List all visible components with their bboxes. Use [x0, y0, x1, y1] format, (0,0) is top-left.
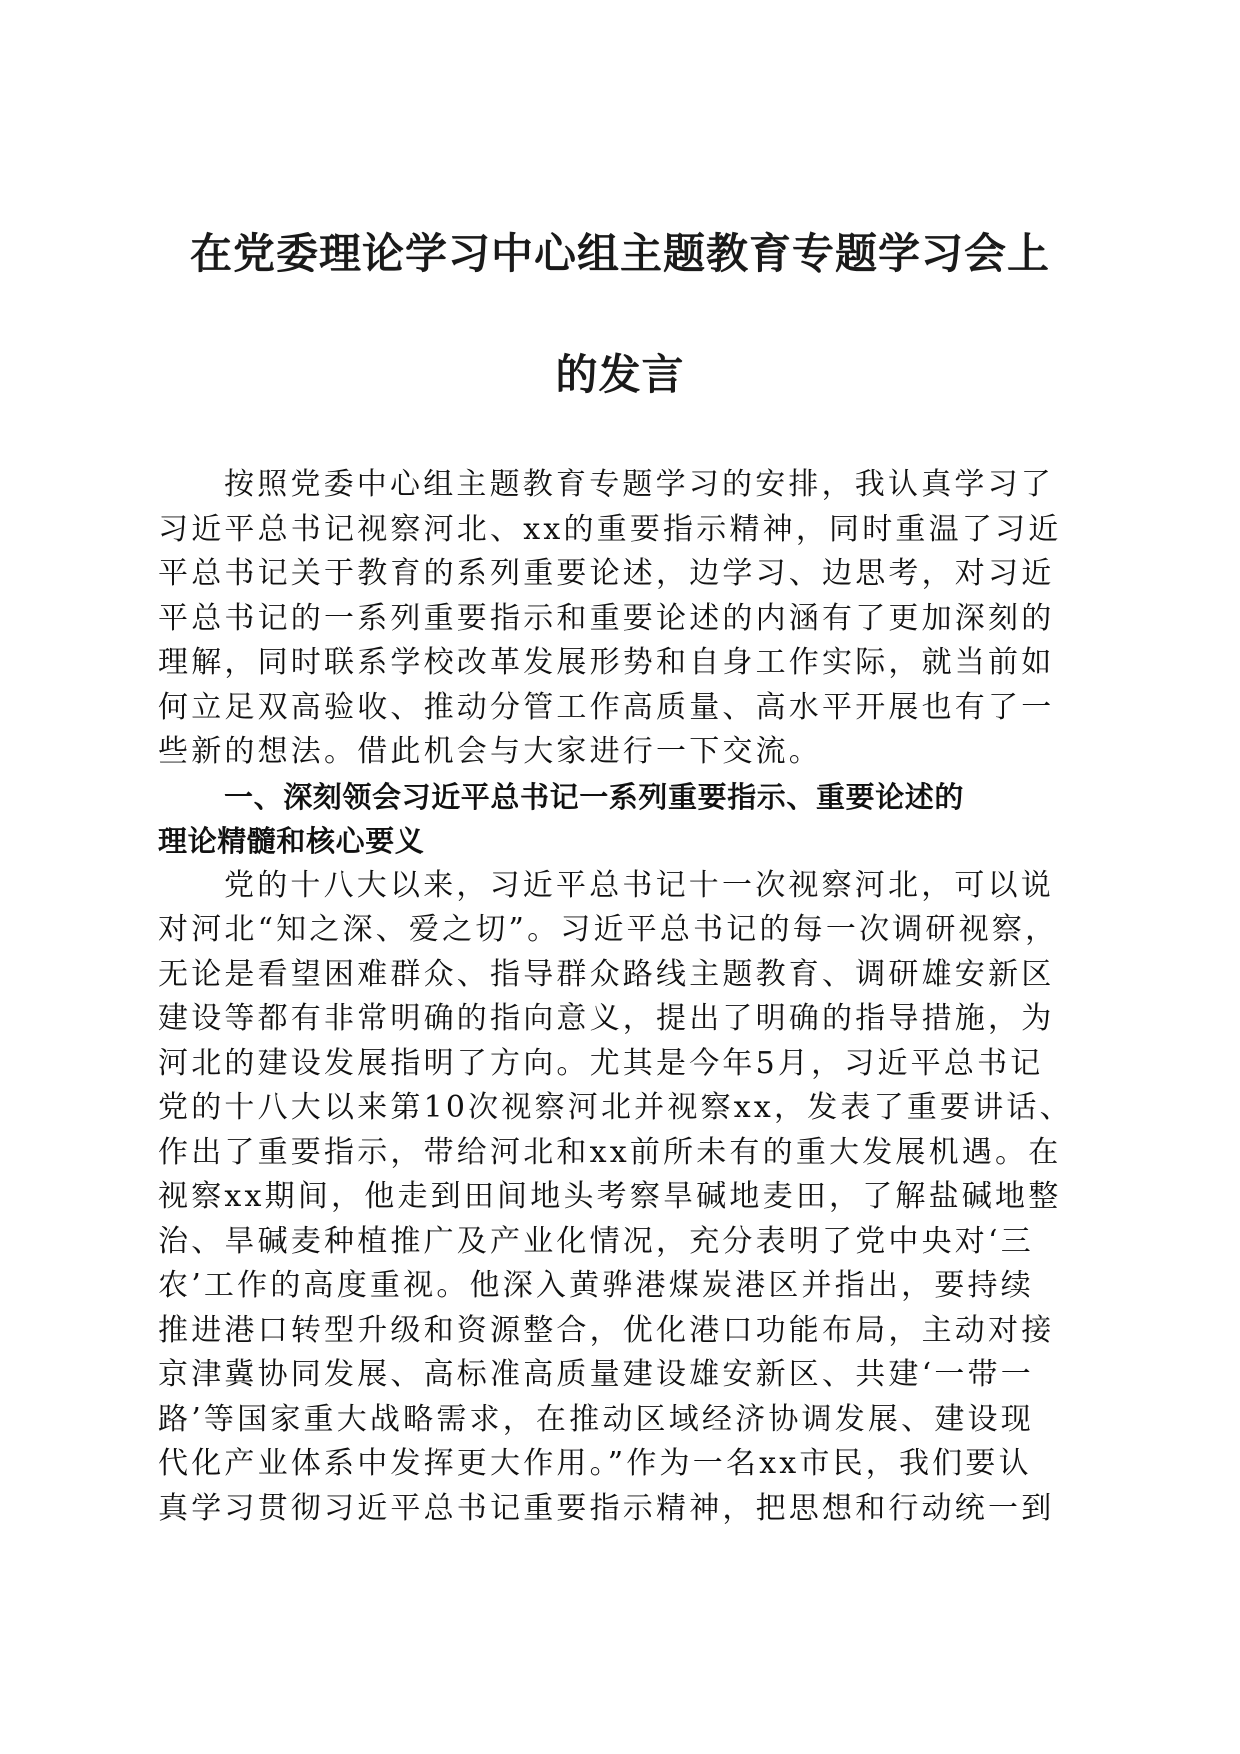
paragraph-2-line: 建设等都有非常明确的指向意义，提出了明确的指导措施，为 — [158, 1001, 1055, 1036]
paragraph-2-line: 河北的建设发展指明了方向。尤其是今年5月，习近平总书记 — [158, 1045, 1044, 1081]
paragraph-2-line: 治、旱碱麦种植推广及产业化情况，充分表明了党中央对‘三 — [158, 1223, 1034, 1259]
paragraph-2-line: 作出了重要指示，带给河北和xx前所未有的重大发展机遇。在 — [158, 1134, 1062, 1170]
paragraph-2-line: 真学习贯彻习近平总书记重要指示精神，把思想和行动统一到 — [158, 1490, 1055, 1526]
paragraph-1-line: 按照党委中心组主题教育专题学习的安排，我认真学习了 — [224, 467, 1054, 502]
document-title-line-2: 的发言 — [555, 350, 685, 399]
section-heading-1-line: 理论精髓和核心要义 — [158, 824, 425, 858]
paragraph-1-line: 些新的想法。借此机会与大家进行一下交流。 — [158, 734, 822, 769]
document-body — [158, 463, 1082, 1531]
paragraph-1-line: 平总书记关于教育的系列重要论述，边学习、边思考，对习近 — [158, 556, 1055, 591]
paragraph-2-line: 党的十八大以来第10次视察河北并视察xx，发表了重要讲话、 — [158, 1090, 1073, 1125]
paragraph-1-line: 平总书记的一系列重要指示和重要论述的内涵有了更加深刻的 — [158, 600, 1055, 636]
paragraph-2-line: 京津冀协同发展、高标准高质量建设雄安新区、共建‘一带一 — [158, 1357, 1034, 1392]
paragraph-2-line: 农’工作的高度重视。他深入黄骅港煤炭港区并指出，要持续 — [158, 1268, 1034, 1303]
paragraph-2-line: 视察xx期间，他走到田间地头考察旱碱地麦田，了解盐碱地整 — [158, 1179, 1062, 1214]
paragraph-2-line: 党的十八大以来，习近平总书记十一次视察河北，可以说 — [224, 867, 1054, 903]
paragraph-2-line: 代化产业体系中发挥更大作用。”作为一名xx市民，我们要认 — [158, 1446, 1032, 1481]
paragraph-1-line: 习近平总书记视察河北、xx的重要指示精神，同时重温了习近 — [158, 511, 1062, 547]
section-heading-1-line: 一、深刻领会习近平总书记一系列重要指示、重要论述的 — [224, 779, 965, 814]
paragraph-2-line: 对河北“知之深、爱之切”。习近平总书记的每一次调研视察， — [158, 912, 1059, 947]
paragraph-2-line: 无论是看望困难群众、指导群众路线主题教育、调研雄安新区 — [158, 956, 1055, 992]
document-title-line-1: 在党委理论学习中心组主题教育专题学习会上 — [189, 229, 1050, 278]
paragraph-2-line: 推进港口转型升级和资源整合，优化港口功能布局，主动对接 — [158, 1312, 1055, 1348]
paragraph-2-line: 路’等国家重大战略需求，在推动区域经济协调发展、建设现 — [158, 1401, 1034, 1437]
paragraph-1-line: 何立足双高验收、推动分管工作高质量、高水平开展也有了一 — [158, 689, 1055, 725]
paragraph-1-line: 理解，同时联系学校改革发展形势和自身工作实际，就当前如 — [158, 645, 1055, 680]
